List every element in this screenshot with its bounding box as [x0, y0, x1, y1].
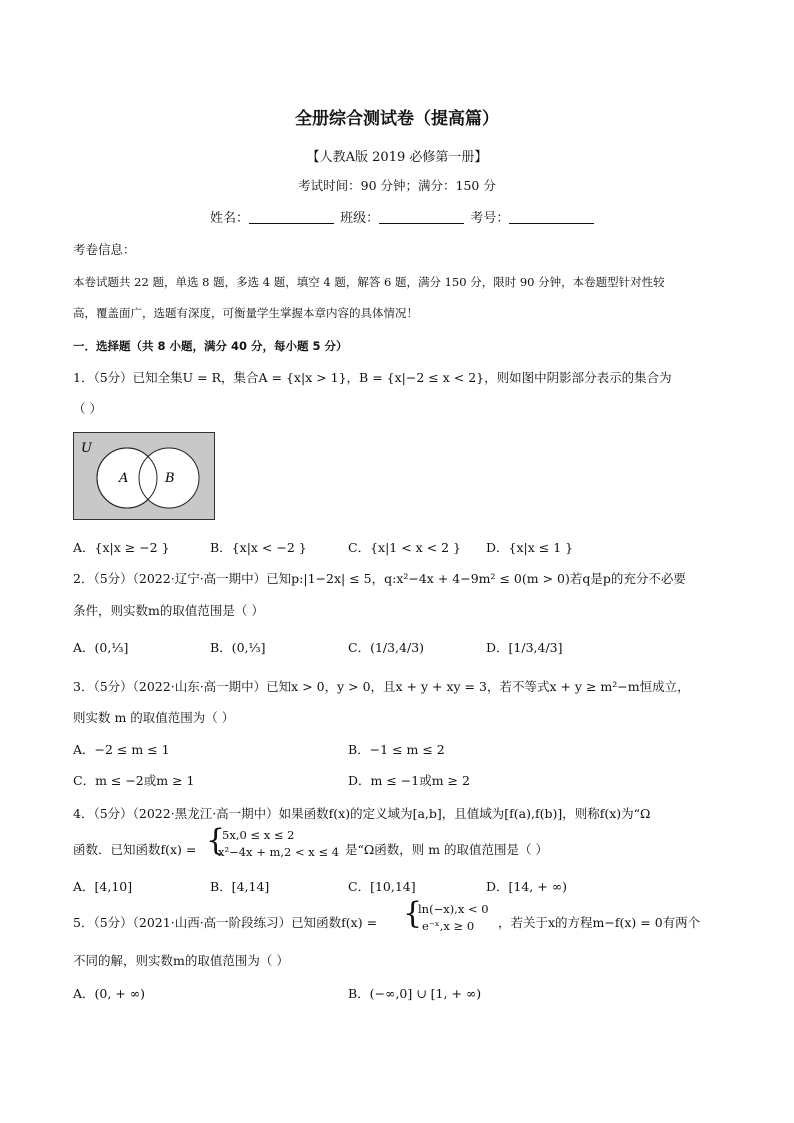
q5-stem-line1b: ，若关于x的方程m−f(x) = 0有两个 — [498, 915, 701, 930]
section-heading: 一．选择题（共 8 小题，满分 40 分，每小题 5 分） — [73, 339, 348, 353]
q2-option-c[interactable]: C．(1/3,4/3) — [348, 640, 425, 655]
q1-stem-line2: （ ） — [73, 401, 102, 416]
q4-stem-line2b: 是“Ω函数，则 m 的取值范围是（ ） — [345, 842, 549, 857]
q3-option-b[interactable]: B．−1 ≤ m ≤ 2 — [348, 742, 445, 757]
q4-option-a[interactable]: A．[4,10] — [73, 879, 133, 894]
q4-option-b[interactable]: B．[4,14] — [210, 879, 270, 894]
student-fields — [210, 207, 596, 226]
q5-stem-line2: 不同的解，则实数m的取值范围为（ ） — [73, 953, 289, 968]
q4-brace: { — [206, 823, 226, 858]
q3-option-a[interactable]: A．−2 ≤ m ≤ 1 — [73, 742, 170, 757]
page-title: 全册综合测试卷（提高篇） — [295, 109, 499, 129]
q3-option-d[interactable]: D．m ≤ −1或m ≥ 2 — [348, 773, 470, 788]
q1-stem-line1: 1．（5分）已知全集U = R，集合A = {x|x > 1}，B = {x|−2 ≤ x < 2}，则如图中阴影部分表示的集合为 — [73, 370, 672, 385]
q2-option-d[interactable]: D．[1/3,4/3] — [486, 640, 563, 655]
q2-stem-line1: 2．（5分）（2022·辽宁·高一期中）已知p:|1−2x| ≤ 5，q:x²−4x + 4−9m² ≤ 0(m > 0)若q是p的充分不必要 — [73, 571, 686, 586]
q4-stem-line1: 4．（5分）（2022·黑龙江·高一期中）如果函数f(x)的定义域为[a,b]，且值域为[f(a),f(b)]，则称f(x)为“Ω — [73, 806, 651, 821]
q5-option-a[interactable]: A．(0, + ∞) — [73, 986, 146, 1001]
q4-option-c[interactable]: C．[10,14] — [348, 879, 416, 894]
class-blank[interactable] — [379, 210, 464, 224]
class-label: 班级： — [340, 211, 380, 226]
q2-option-a[interactable]: A．(0,⅓] — [73, 640, 129, 655]
number-blank[interactable] — [509, 210, 594, 224]
venn-diagram — [73, 432, 215, 520]
info-line-1: 本卷试题共 22 题，单选 8 题，多选 4 题，填空 4 题，解答 6 题，满分 150 分，限时 90 分钟，本卷题型针对性较 — [73, 275, 665, 289]
q2-option-b[interactable]: B．(0,⅓] — [210, 640, 266, 655]
q4-piece-1: 5x,0 ≤ x ≤ 2 — [222, 828, 295, 842]
q1-option-c[interactable]: C．{x|1 < x < 2 } — [348, 540, 462, 555]
q5-piece-1: ln(−x),x < 0 — [418, 902, 489, 916]
q4-stem-line2a: 函数．已知函数f(x) = — [73, 842, 197, 857]
q3-option-c[interactable]: C．m ≤ −2或m ≥ 1 — [73, 773, 195, 788]
venn-label-a: A — [119, 471, 129, 486]
q5-option-b[interactable]: B．(−∞,0] ∪ [1, + ∞) — [348, 986, 482, 1001]
q5-brace: { — [403, 896, 423, 931]
q5-stem-line1a: 5．（5分）（2021·山西·高一阶段练习）已知函数f(x) = — [73, 915, 378, 930]
q1-option-a[interactable]: A．{x|x ≥ −2 } — [73, 540, 170, 555]
q1-option-d[interactable]: D．{x|x ≤ 1 } — [486, 540, 574, 555]
name-blank[interactable] — [249, 210, 334, 224]
q3-stem-line2: 则实数 m 的取值范围为（ ） — [73, 710, 235, 725]
info-label: 考卷信息： — [73, 242, 136, 257]
q3-stem-line1: 3．（5分）（2022·山东·高一期中）已知x > 0，y > 0，且x + y + xy = 3，若不等式x + y ≥ m²−m恒成立， — [73, 679, 690, 694]
venn-label-b: B — [165, 471, 175, 486]
exam-meta: 考试时间：90 分钟；满分：150 分 — [298, 178, 496, 193]
page-subtitle: 【人教A版 2019 必修第一册】 — [306, 150, 488, 165]
info-line-2: 高，覆盖面广，选题有深度，可衡量学生掌握本章内容的具体情况！ — [73, 306, 418, 320]
number-label: 考号： — [470, 211, 510, 226]
q4-piece-2: x²−4x + m,2 < x ≤ 4 — [218, 845, 340, 859]
q2-stem-line2: 条件，则实数m的取值范围是（ ） — [73, 603, 264, 618]
name-label: 姓名： — [210, 211, 250, 226]
venn-label-u: U — [81, 441, 92, 456]
q4-option-d[interactable]: D．[14, + ∞) — [486, 879, 567, 894]
q1-option-b[interactable]: B．{x|x < −2 } — [210, 540, 307, 555]
q5-piece-2: e⁻ˣ,x ≥ 0 — [422, 919, 475, 933]
